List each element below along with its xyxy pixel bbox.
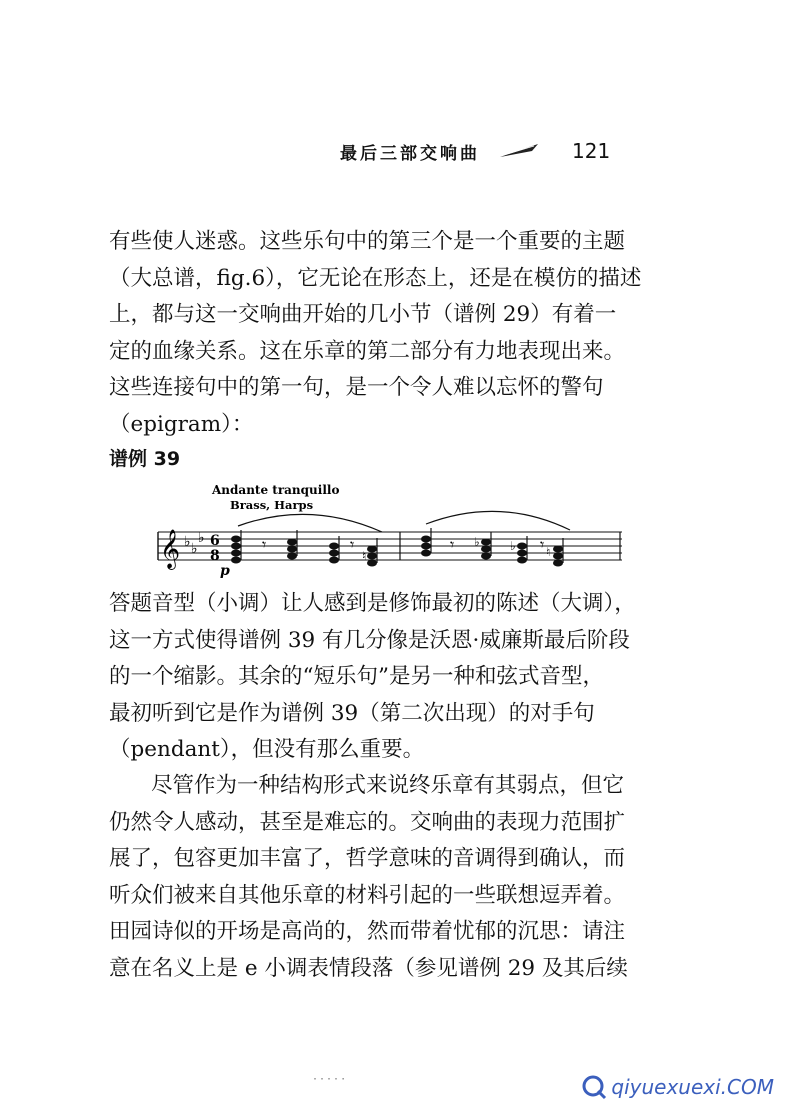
chapter-title: 最后三部交响曲 xyxy=(340,143,480,164)
svg-text:♭: ♭ xyxy=(184,534,191,550)
paragraph-2 xyxy=(109,586,669,769)
staff-lines xyxy=(158,532,622,560)
phrase-slurs xyxy=(238,511,570,532)
text-line: 展了，包容更加丰富了，哲学意味的音调得到确认，而 xyxy=(109,846,626,871)
text-line: 的一个缩影。其余的“短乐句”是另一种和弦式音型， xyxy=(109,664,604,689)
svg-text:𝄾: 𝄾 xyxy=(350,535,355,554)
svg-text:𝄾: 𝄾 xyxy=(540,535,545,554)
text-line: 听众们被来自其他乐章的材料引起的一些联想逗弄着。 xyxy=(109,882,626,908)
text-line: （pendant），但没有那么重要。 xyxy=(109,737,425,762)
text-line: 田园诗似的开场是高尚的，然而带着忧郁的沉思：请注 xyxy=(109,919,626,944)
paragraph-3 xyxy=(109,768,669,987)
watermark-text: qiyuexuexi.COM xyxy=(611,1075,774,1099)
text-line: 上，都与这一交响曲开始的几小节（谱例 29）有着一 xyxy=(109,302,617,327)
text-line: 意在名义上是 e 小调表情段落（参见谱例 29 及其后续 xyxy=(109,955,628,981)
svg-text:♭: ♭ xyxy=(198,530,205,546)
music-example-score xyxy=(150,480,630,580)
text-line: 仍然令人感动，甚至是难忘的。交响曲的表现力范围扩 xyxy=(109,809,626,835)
svg-text:♮: ♮ xyxy=(546,545,551,559)
running-header xyxy=(340,136,610,166)
example-label: 谱例 39 xyxy=(109,448,181,470)
text-line: 定的血缘关系。这在乐章的第二部分有力地表现出来。 xyxy=(109,338,626,364)
svg-text:♭: ♭ xyxy=(191,541,198,557)
svg-text:𝄾: 𝄾 xyxy=(450,535,455,554)
paragraph-1 xyxy=(109,224,669,443)
page-number: 121 xyxy=(572,139,611,163)
instrumentation: Brass, Harps xyxy=(230,498,314,512)
text-line: 这些连接句中的第一句，是一个令人难以忘怀的警句 xyxy=(109,375,604,400)
svg-text:6: 6 xyxy=(210,533,220,549)
svg-text:♮: ♮ xyxy=(362,549,367,563)
text-line: （epigram）： xyxy=(109,411,254,437)
svg-text:𝄾: 𝄾 xyxy=(262,535,267,554)
text-line: 这一方式使得谱例 39 有几分像是沃恩·威廉斯最后阶段 xyxy=(109,627,630,653)
tempo-marking: Andante tranquillo xyxy=(212,483,340,497)
time-signature xyxy=(210,533,220,564)
text-line: 有些使人迷惑。这些乐句中的第三个是一个重要的主题 xyxy=(109,229,626,254)
text-line: （大总谱，fig.6），它无论在形态上，还是在模仿的描述 xyxy=(109,265,642,291)
svg-text:♭: ♭ xyxy=(474,535,480,549)
svg-text:8: 8 xyxy=(210,548,220,564)
text-line: 尽管作为一种结构形式来说终乐章有其弱点，但它 xyxy=(151,773,625,798)
text-line: 答题音型（小调）让人感到是修饰最初的陈述（大调）， xyxy=(109,591,636,616)
svg-text:♭: ♭ xyxy=(510,539,516,553)
footer-dots: ····· xyxy=(312,1074,348,1085)
text-line: 最初听到它是作为谱例 39（第二次出现）的对手句 xyxy=(109,700,595,726)
watermark xyxy=(581,1074,774,1100)
watermark-logo-icon xyxy=(581,1074,607,1100)
rests xyxy=(262,535,544,554)
quill-pen-icon xyxy=(498,141,542,161)
dynamic-marking: p xyxy=(220,563,230,579)
treble-clef-icon: 𝄞 xyxy=(160,529,181,569)
